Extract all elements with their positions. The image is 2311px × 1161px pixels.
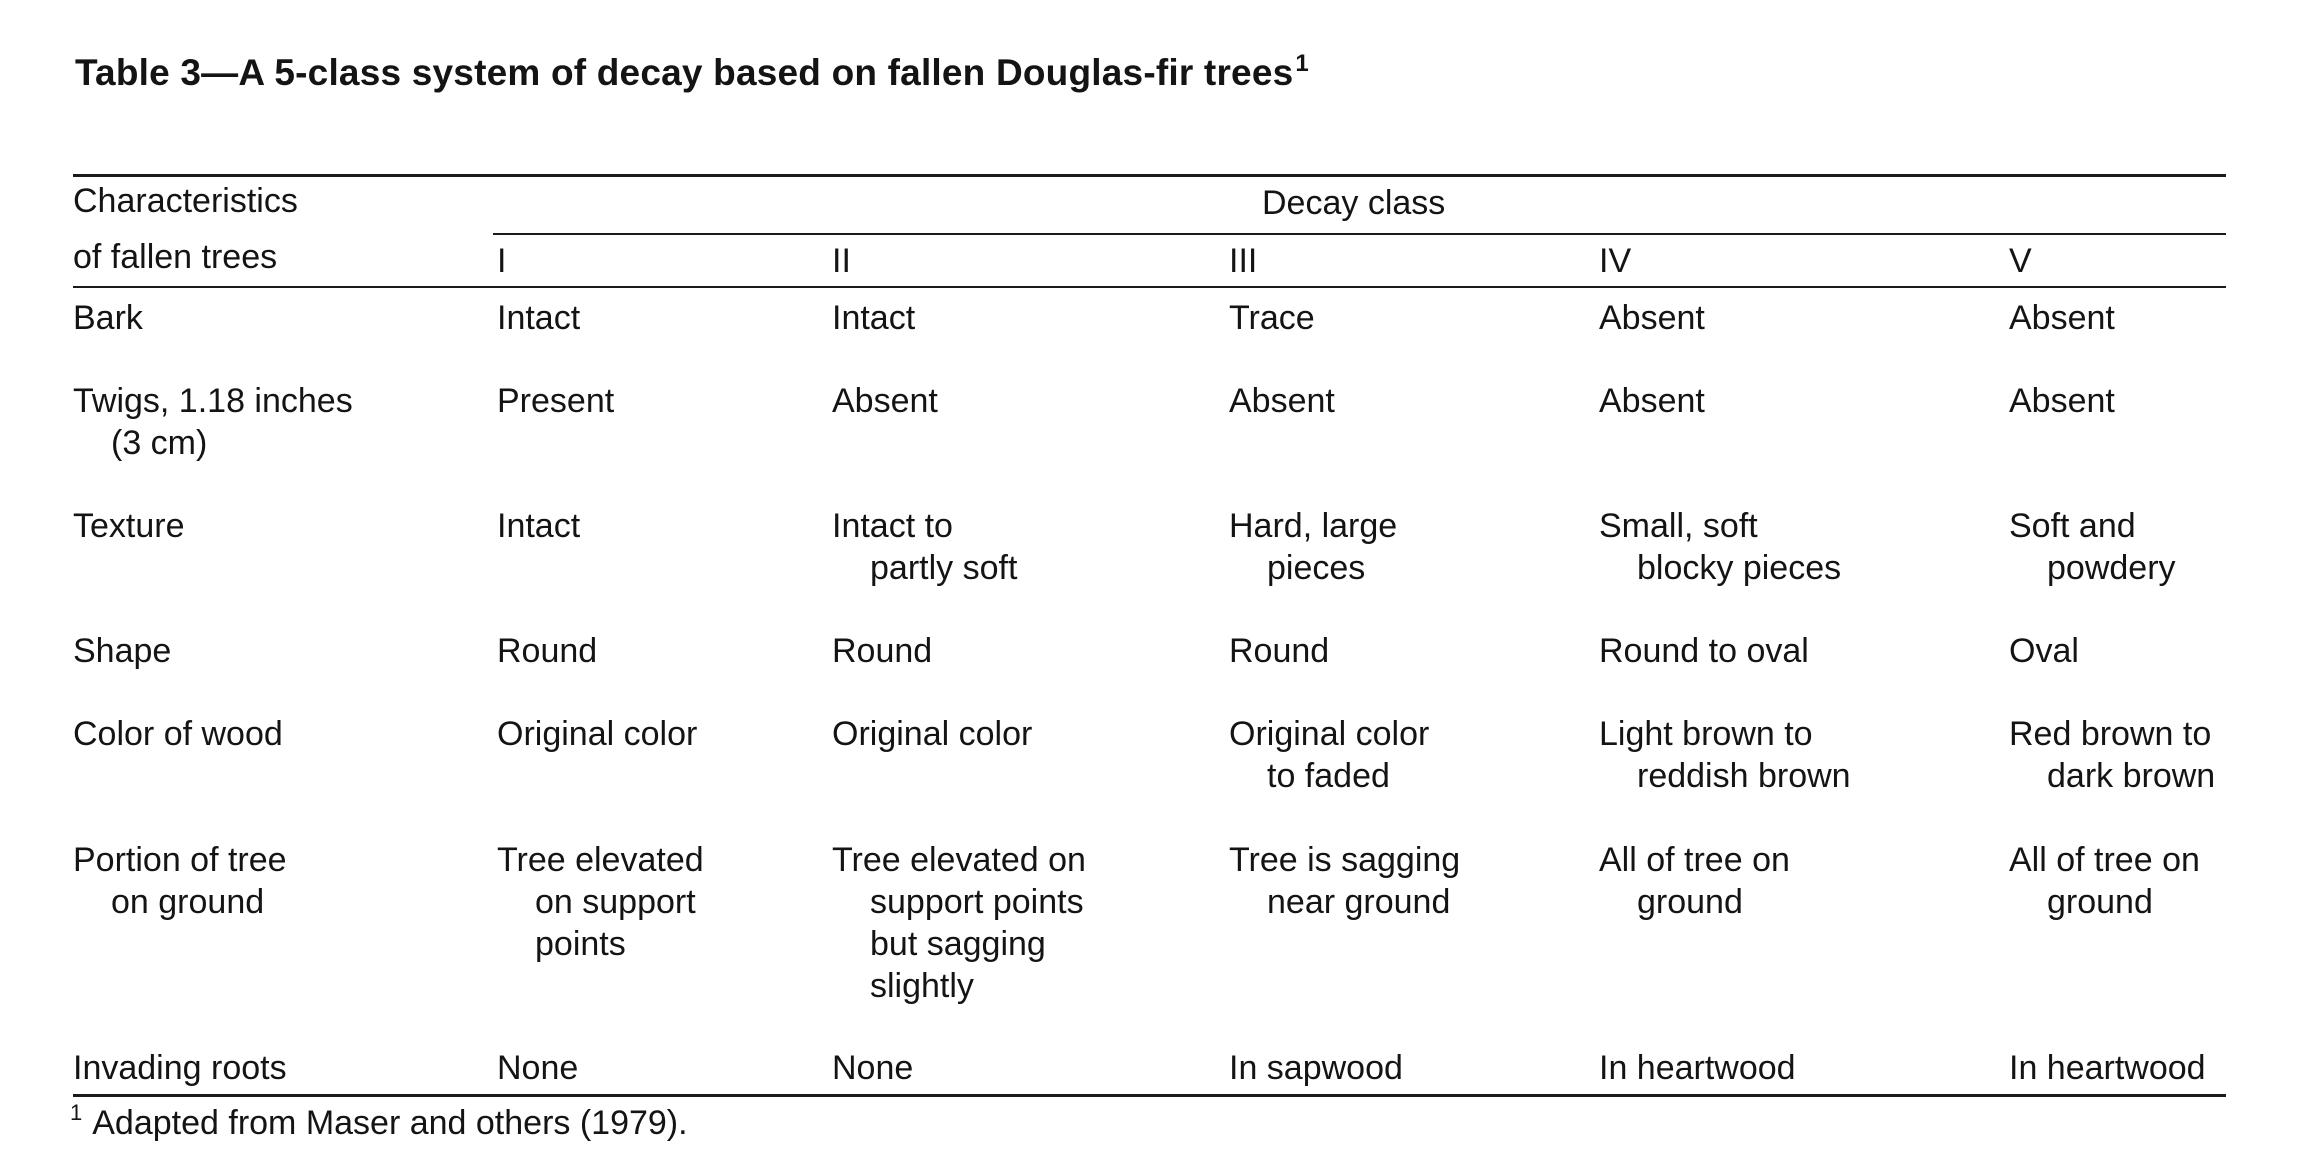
table-cell <box>497 1047 578 1089</box>
cell-line: Absent <box>2009 299 2115 337</box>
cell-line: Absent <box>1599 382 1705 420</box>
table-cell <box>497 505 580 547</box>
row-label <box>73 297 143 339</box>
class-header-5: V <box>2009 242 2032 280</box>
cell-line: Original color <box>1229 715 1430 753</box>
cell-line: Trace <box>1229 299 1315 337</box>
cell-line: In sapwood <box>1229 1049 1403 1087</box>
cell-line: Intact <box>497 299 581 337</box>
row-label <box>73 505 185 547</box>
table-cell <box>497 630 597 672</box>
cell-line: Color of wood <box>73 715 283 753</box>
cell-line: partly soft <box>870 549 1018 587</box>
cell-line: Round <box>832 632 933 670</box>
cell-line: support points <box>870 883 1084 921</box>
cell-line: Absent <box>1229 382 1335 420</box>
footnote-marker: 1 <box>70 1100 83 1125</box>
cell-line: Hard, large <box>1229 507 1398 545</box>
cell-line: slightly <box>870 967 974 1005</box>
cell-line: blocky pieces <box>1637 549 1842 587</box>
cell-line: Original color <box>832 715 1033 753</box>
table-cell <box>497 380 614 422</box>
table-cell <box>2009 839 2200 923</box>
title-footnote-marker: 1 <box>1295 50 1309 77</box>
table-cell <box>1229 839 1460 923</box>
table-cell <box>832 713 1032 755</box>
cell-line: Invading roots <box>73 1049 287 1087</box>
cell-line: Round <box>497 632 598 670</box>
row-label <box>73 1047 287 1089</box>
decay-class-label: Decay class <box>1262 184 1446 222</box>
cell-line: near ground <box>1267 883 1451 921</box>
header-characteristics-line2: of fallen trees <box>73 238 278 276</box>
cell-line: ground <box>1637 883 1743 921</box>
cell-line: Intact to <box>832 507 953 545</box>
table-cell <box>832 1047 913 1089</box>
bottom-rule <box>73 1094 2226 1097</box>
table-cell <box>1599 839 1790 923</box>
cell-line: on support <box>535 883 696 921</box>
cell-line: Tree elevated <box>497 841 704 879</box>
table-cell <box>832 630 932 672</box>
row-label <box>73 630 171 672</box>
footnote <box>70 1100 688 1143</box>
class-header-1: I <box>497 242 507 280</box>
table-cell <box>832 297 915 339</box>
table-cell <box>1599 380 1705 422</box>
cell-line: dark brown <box>2047 757 2216 795</box>
cell-line: None <box>832 1049 914 1087</box>
cell-line: All of tree on <box>2009 841 2200 879</box>
cell-line: Round to oval <box>1599 632 1809 670</box>
table-cell <box>497 297 580 339</box>
table-cell <box>1599 1047 1796 1089</box>
table-cell <box>2009 713 2215 797</box>
cell-line: All of tree on <box>1599 841 1790 879</box>
table-cell <box>497 839 704 965</box>
cell-line: Texture <box>73 507 185 545</box>
table-cell <box>1599 713 1851 797</box>
row-label <box>73 380 353 464</box>
decay-class-rule <box>493 233 2226 235</box>
cell-line: Absent <box>1599 299 1705 337</box>
table-cell <box>1229 380 1335 422</box>
table-cell <box>2009 505 2176 589</box>
cell-line: Red brown to <box>2009 715 2212 753</box>
cell-line: Absent <box>2009 382 2115 420</box>
cell-line: on ground <box>111 883 265 921</box>
cell-line: (3 cm) <box>111 424 208 462</box>
cell-line: Tree elevated on <box>832 841 1086 879</box>
table-title <box>75 50 1309 94</box>
cell-line: Original color <box>497 715 698 753</box>
row-label <box>73 713 283 755</box>
footnote-text: Adapted from Maser and others (1979). <box>92 1104 688 1142</box>
cell-line: points <box>535 925 626 963</box>
cell-line: powdery <box>2047 549 2176 587</box>
header-rule <box>73 286 2226 288</box>
table-cell <box>832 505 1017 589</box>
class-header-3: III <box>1229 242 1258 280</box>
cell-line: Tree is sagging <box>1229 841 1461 879</box>
class-header-4: IV <box>1599 242 1632 280</box>
cell-line: Present <box>497 382 615 420</box>
cell-line: In heartwood <box>2009 1049 2206 1087</box>
table-cell <box>2009 630 2079 672</box>
cell-line: Shape <box>73 632 172 670</box>
table-cell <box>1599 630 1809 672</box>
cell-line: pieces <box>1267 549 1366 587</box>
table-cell <box>1229 297 1315 339</box>
table-cell <box>832 839 1086 1007</box>
cell-line: Intact <box>497 507 581 545</box>
cell-line: Small, soft <box>1599 507 1758 545</box>
cell-line: Intact <box>832 299 916 337</box>
table-cell <box>1229 713 1429 797</box>
table-cell <box>2009 1047 2206 1089</box>
cell-line: Twigs, 1.18 inches <box>73 382 353 420</box>
cell-line: Portion of tree <box>73 841 287 879</box>
cell-line: to faded <box>1267 757 1390 795</box>
cell-line: reddish brown <box>1637 757 1851 795</box>
cell-line: ground <box>2047 883 2153 921</box>
table-cell <box>832 380 938 422</box>
cell-line: In heartwood <box>1599 1049 1796 1087</box>
row-label <box>73 839 287 923</box>
table-cell <box>1229 505 1397 589</box>
table-cell <box>1229 1047 1403 1089</box>
cell-line: but sagging <box>870 925 1046 963</box>
cell-line: Round <box>1229 632 1330 670</box>
cell-line: Oval <box>2009 632 2079 670</box>
cell-line: Soft and <box>2009 507 2136 545</box>
header-characteristics-line1: Characteristics <box>73 182 298 220</box>
class-header-2: II <box>832 242 851 280</box>
table-cell <box>1599 297 1705 339</box>
table-cell <box>2009 380 2115 422</box>
cell-line: Bark <box>73 299 143 337</box>
table-cell <box>1599 505 1841 589</box>
table-title-text: Table 3—A 5-class system of decay based on fallen Douglas-fir trees <box>75 52 1294 93</box>
cell-line: Light brown to <box>1599 715 1813 753</box>
table-cell <box>1229 630 1329 672</box>
table-cell <box>497 713 697 755</box>
cell-line: None <box>497 1049 579 1087</box>
table-cell <box>2009 297 2115 339</box>
cell-line: Absent <box>832 382 938 420</box>
top-rule <box>73 174 2226 177</box>
